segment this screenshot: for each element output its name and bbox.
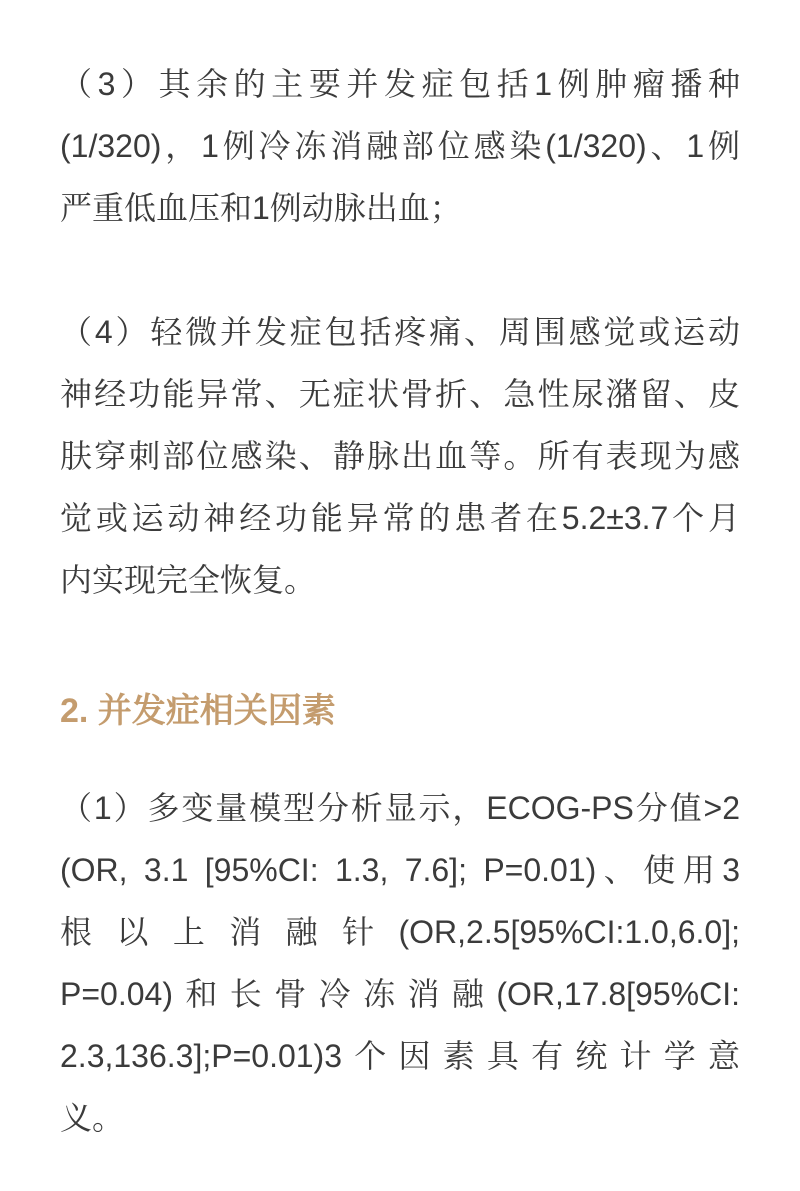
text-line: P=0.04)和长骨冷冻消融(OR,17.8[95%CI: xyxy=(60,976,740,1012)
text-line: 义。 xyxy=(60,1100,125,1136)
text-line: (OR, 3.1 [95%CI: 1.3, 7.6]; P=0.01)、使用3 xyxy=(60,852,740,888)
text-line: (1/320)，1例冷冻消融部位感染(1/320)、1例 xyxy=(60,128,740,164)
text-line: 觉或运动神经功能异常的患者在5.2±3.7个月 xyxy=(60,500,740,536)
text-line: 严重低血压和1例动脉出血； xyxy=(60,190,462,226)
text-line: 2.3,136.3];P=0.01)3个因素具有统计学意 xyxy=(60,1038,740,1074)
text-line: 神经功能异常、无症状骨折、急性尿潴留、皮 xyxy=(60,376,740,412)
text-line: （4）轻微并发症包括疼痛、周围感觉或运动 xyxy=(60,314,740,350)
paragraph-major-complications xyxy=(60,53,740,239)
text-line: （1）多变量模型分析显示，ECOG-PS分值>2 xyxy=(60,790,740,826)
paragraph-minor-complications xyxy=(60,301,740,611)
text-line: （3）其余的主要并发症包括1例肿瘤播种 xyxy=(60,66,740,102)
text-line: 肤穿刺部位感染、静脉出血等。所有表现为感 xyxy=(60,438,740,474)
text-line: 内实现完全恢复。 xyxy=(60,562,317,598)
paragraph-risk-factors xyxy=(60,777,740,1149)
text-line: 根以上消融针(OR,2.5[95%CI:1.0,6.0]; xyxy=(60,914,740,950)
section-heading: 2. 并发症相关因素 xyxy=(60,692,336,730)
